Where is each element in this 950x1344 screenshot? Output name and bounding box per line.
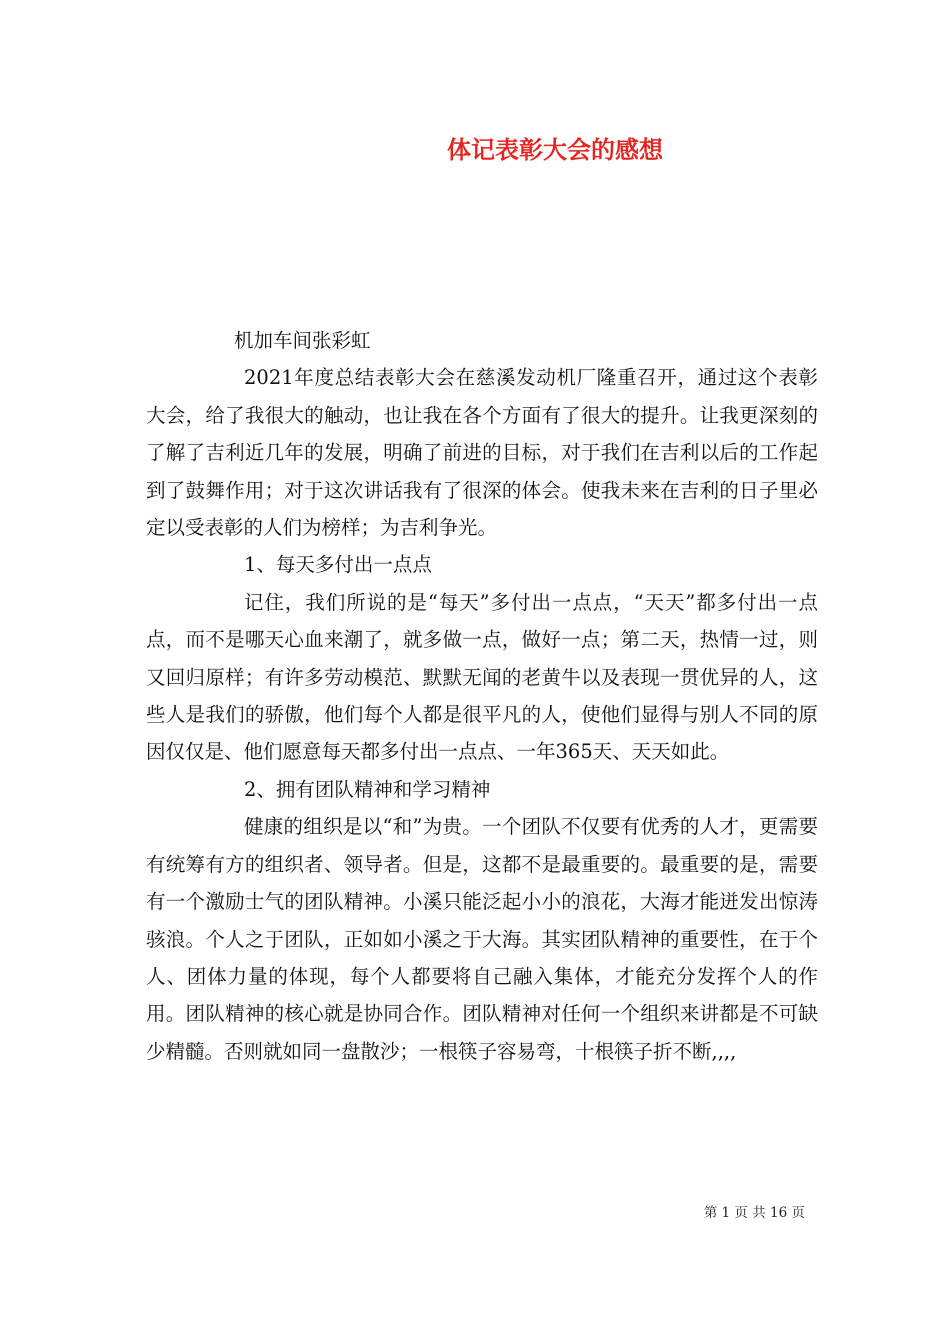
body-paragraph: 记住，我们所说的是“每天”多付出一点点，“天天”都多付出一点点，而不是哪天心血来潮了，就多做一点，做好一点；第二天，热情一过，则又回归原样；有许多劳动模范、默默无闻的老黄牛以及表现一贯优异的人，这些人是我们的骄傲，他们每个人都是很平凡的人，使他们显得与别人不同的原因仅仅是、他们愿意每天都多付出一点点、一年365天、天天如此。	[146, 590, 818, 764]
document-body	[146, 322, 818, 1070]
body-paragraph: 2021年度总结表彰大会在慈溪发动机厂隆重召开，通过这个表彰大会，给了我很大的触动，也让我在各个方面有了很大的提升。让我更深刻的了解了吉利近几年的发展，明确了前进的目标，对于我们在吉利以后的工作起到了鼓舞作用；对于这次讲话我有了很深的体会。使我未来在吉利的日子里必定以受表彰的人们为榜样；为吉利争光。	[146, 366, 818, 540]
page-number: 第 1 页 共 16 页	[703, 1205, 805, 1221]
section-heading: 1、每天多付出一点点	[244, 553, 432, 577]
body-paragraph: 健康的组织是以“和”为贵。一个团队不仅要有优秀的人才，更需要有统筹有方的组织者、领导者。但是，这都不是最重要的。最重要的是，需要有一个激励士气的团队精神。小溪只能泛起小小的浪花，大海才能迸发出惊涛骇浪。个人之于团队，正如如小溪之于大海。其实团队精神的重要性，在于个人、团体力量的体现，每个人都要将自己融入集体，才能充分发挥个人的作用。团队精神的核心就是协同合作。团队精神对任何一个组织来讲都是不可缺少精髓。否则就如同一盘散沙；一根筷子容易弯，十根筷子折不断,,,,	[146, 815, 818, 1063]
document-title: 体记表彰大会的感想	[447, 135, 663, 164]
author-line: 机加车间张彩虹	[234, 329, 371, 352]
section-heading: 2、拥有团队精神和学习精神	[244, 777, 491, 801]
